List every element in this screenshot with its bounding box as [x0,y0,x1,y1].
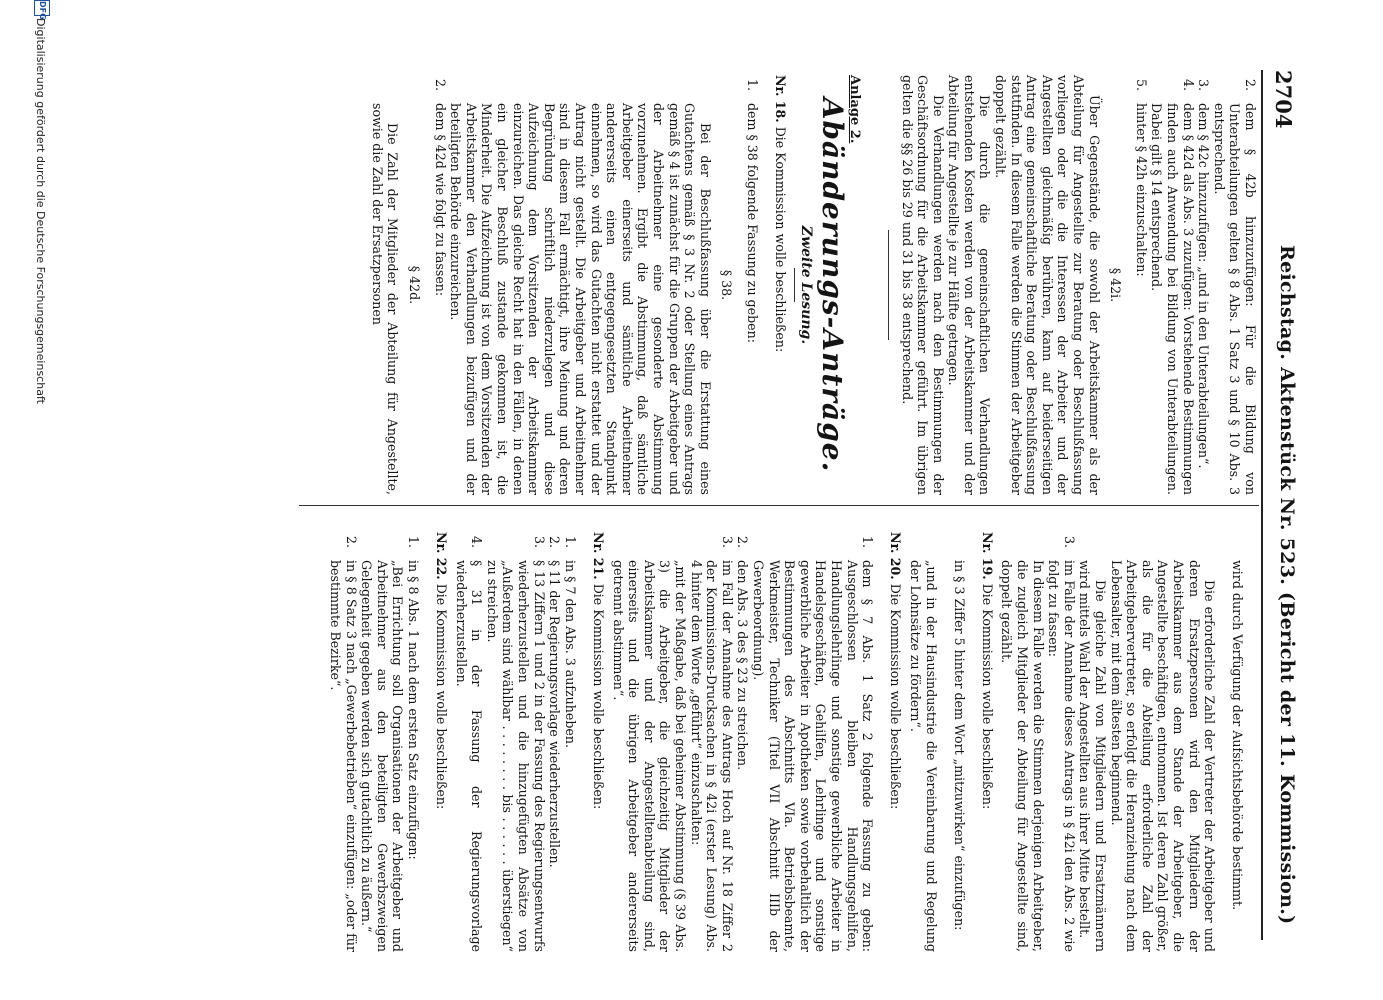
quote: In diesem Falle werden die Stimmen derjenigen Arbeitgeber, die zugleich Mitglieder der Abteilung für Angestellte sind, doppelt gezählt. [999,560,1046,952]
section-title: Abänderungs-Anträge. [816,97,850,473]
list-item: 4. dem § 42d als Abs. 3 zuzufügen: Vorstehende Bestimmungen finden auch Anwendung bei Bildung von Unterabteilungen. Dabei gilt § 14 entsprechend. [1149,79,1196,495]
quote: „Bei Errichtung soll Organisationen der Arbeitgeber und Arbeitnehmer aus den beteiligten Gewerbszweigen Gelegenheit gegeben werden sich gutachtlich zu äußern.“ [359,560,406,952]
motion-heading: Nr. 21. Die Kommission wolle beschließen: [591,532,607,810]
paragraph: Die Zahl der Mitglieder der Abteilung für Angestellte, sowie die Zahl der Ersatzpersonen [369,103,401,495]
list-item: 2. § 11 der Regierungsvorlage wiederherzustellen. [547,536,563,868]
funding-note: Digitalisierung gefördert durch die Deutsche Forschungsgemeinschaft [34,18,47,404]
paragraph: Die gleiche Zahl von Mitgliedern und Ersatzmännern wird mittels Wahl der Angestellten aus ihrer Mitte bestellt. [1077,560,1109,952]
dfg-logo-icon: DFG [34,0,50,16]
section-heading-42d: § 42d. [407,265,423,305]
quote: „und in der Hausindustrie die Vereinbarung und Regelung der Lohnsätze zu fördern“. [907,560,939,952]
divider [794,268,795,302]
left-item-list [1133,75,1258,495]
page-number: 2704 [1271,70,1296,129]
paragraph: Über Gegenstände, die sowohl der Arbeitskammer als der Abteilung für Angestellte zur Beratung oder Beschlußfassung vorliegen oder die die Interessen der Arbeiter und der Angestellten gleichmäßig berühren, kann auf beiderseitigen Antrag eine gemeinschaftliche Beratung oder Beschlußfassung stattfinden. In diesem Falle werden die Stimmen der Arbeitgeber doppelt gezählt. [993,75,1102,495]
funding-footer [23,0,53,1000]
paragraph: wird durch Verfügung der Aufsichtsbehörde bestimmt. [1230,560,1246,911]
paragraph: in § 3 Ziffer 5 hinter dem Wort „mitzuwirken“ einzufügen: [951,560,967,931]
section-heading-42i: § 42i. [1108,267,1124,303]
list-item: 1. in § 7 den Abs. 3 aufzuheben. [562,536,578,748]
list-item: 3. § 13 Ziffern 1 und 2 in der Fassung des Regierungsentwurfs wiederherzustellen und die hinzugefügten Absätze von „Außerdem sind wählbar . . . . . . . . bis . . . . . . überstiegen“ zu streichen. [484,536,547,952]
list-item: 3. im Fall der Annahme des Antrags Hoch auf Nr. 18 Ziffer 2 der Kommissions-Drucksachen in § 42i (erster Lesung) Abs. 4 hinter dem Worte „geführt“ einzuschalten: [688,536,735,952]
section-heading-38: § 38. [719,269,735,301]
header-rule [1261,70,1263,940]
right-column [327,532,1258,952]
list-item: 4. § 31 in der Fassung der Regierungsvorlage wiederherzustellen. [453,536,485,952]
motion-heading: Nr. 22. Die Kommission wolle beschließen: [434,532,450,810]
list-item: 5. hinter § 42h einzuschalten: [1133,79,1149,277]
list-item: 1. dem § 7 Abs. 1 Satz 2 folgende Fassung zu geben: Ausgeschlossen bleiben Handlungsgehilfen, Handlungslehrlinge und sonstige gewerbliche Arbeiter in Handelsgeschäften, Gehilfen, Lehrlinge und sonstige gewerbliche Arbeiter in Apotheken sowie vorbehaltlich der Bestimmungen des Abschnitts VIa. Betriebsbeamte, Werkmeister, Techniker (Titel VII Abschnitt IIIb der Gewerbeordnung). [751,536,876,952]
paragraph: Bei der Beschlußfassung über die Erstattung eines Gutachtens gemäß § 3 Nr. 2 oder Stellung eines Antrags gemäß § 4 ist zunächst für die Gruppen der Arbeitgeber und der Arbeitnehmer eine gesonderte Abstimmung vorzunehmen. Ergibt die Abstimmung, daß sämtliche Arbeitgeber einerseits und sämtliche Arbeitnehmer andererseits einen entgegengesetzten Standpunkt einnehmen, so wird das Gutachten nicht erstattet und der Antrag nicht gestellt. Die Arbeitgeber und Arbeitnehmer sind in diesem Fall ermächtigt, ihre Meinung und deren Begründung schriftlich niederzulegen und diese Aufzeichnung dem Vorsitzenden der Arbeitskammer einzureichen. Das gleiche Recht hat in den Fällen, in denen ein gleicher Beschluß zustande gekommen ist, die Minderheit. Die Aufzeichnung ist von dem Vorsitzenden der Arbeitskammer den Verhandlungen beizufügen und der beteiligten Behörde einzureichen. [448,103,713,495]
list-item: 2. in § 8 Satz 3 nach „Gewerbebetrieben“ einzufügen: „oder für bestimmte Bezirke“. [327,536,359,952]
column-divider [299,505,1259,506]
paragraph: Die Verhandlungen werden nach den Bestimmungen der Geschäftsordnung für die Arbeitskammer geführt. Im übrigen gelten die §§ 26 bis 29 und 31 bis 38 entsprechend. [899,75,946,495]
list-item: 2. den Abs. 3 des § 23 zu streichen. [735,536,751,771]
divider [888,230,889,340]
list-item: 1. in § 8 Abs. 1 nach dem ersten Satz einzufügen: [405,536,421,860]
motion-heading: Nr. 20. Die Kommission wolle beschließen: [888,532,904,810]
list-item: 3. dem § 42c hinzuzufügen: „und in den Unterabteilungen“. [1196,79,1212,469]
list-item: 2. dem § 42d wie folgt zu fassen: [432,79,448,297]
paragraph: Die erforderliche Zahl der Vertreter der Arbeitgeber und deren Ersatzpersonen wird den Mitgliedern der Arbeitskammer aus dem Stande der Arbeitgeber, die Angestellte beschäftigen, entnommen. Ist deren Zahl größer, als die für die Abteilung erforderliche Zahl der Arbeitgebervertreter, so erfolgt die Heranziehung nach dem Lebensalter, mit dem ältesten beginnend. [1108,560,1218,952]
list-item: 3. im Falle der Annahme dieses Antrags in § 42i den Abs. 2 wie folgt zu fassen: [1046,536,1077,952]
annex-label: Anlage 2. [846,75,862,144]
motion-heading: Nr. 18. Die Kommission wolle beschließen: [773,75,789,353]
list-item: 1. dem § 38 folgende Fassung zu geben: [744,79,760,343]
quote: „mit der Maßgabe, daß bei geheimer Abstimmung (§ 39 Abs. 3) die Arbeitgeber, die gleichzeitig Mitglieder der Arbeitskammer und der Angestelltenabteilung sind, einerseits und die übrigen Arbeitgeber andererseits getrennt abstimmen“. [610,560,689,952]
left-column [369,75,1258,495]
section-subtitle: Zweite Lesung. [797,225,814,345]
page-title: Reichstag. Aktenstück Nr. 523. (Bericht der 11. Kommission.) [1276,245,1298,925]
motion-heading: Nr. 19. Die Kommission wolle beschließen: [979,532,995,810]
paragraph: Die durch die gemeinschaftlichen Verhandlungen entstehenden Kosten werden von der Arbeitskammer und der Abteilung für Angestellte je zur Hälfte getragen. [946,75,993,495]
page-header [1262,70,1298,940]
list-item: 2. dem § 42b hinzuzufügen: Für die Bildung von Unterabteilungen gelten § 8 Abs. 1 Satz 3 und § 10 Abs. 3 entsprechend. [1211,79,1258,495]
